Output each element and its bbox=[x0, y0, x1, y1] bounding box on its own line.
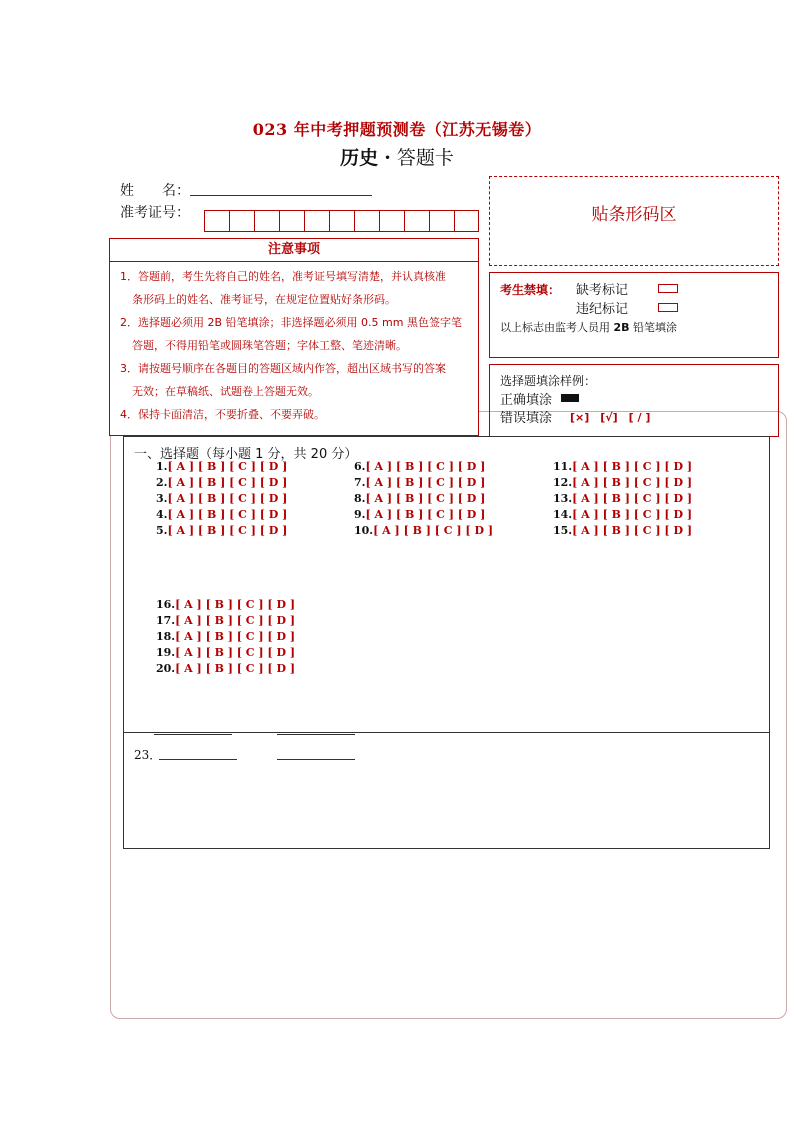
violation-label: 违纪标记 bbox=[576, 302, 629, 317]
question-row[interactable]: 19.[ A ] [ B ] [ C ] [ D ] bbox=[156, 646, 296, 659]
barcode-area bbox=[489, 176, 779, 266]
notice-line: 条形码上的姓名、准考证号，在规定位置贴好条形码。 bbox=[132, 293, 396, 306]
question-row[interactable]: 14.[ A ] [ B ] [ C ] [ D ] bbox=[553, 508, 693, 521]
proctor-marks-box bbox=[489, 272, 779, 358]
question-row[interactable]: 2.[ A ] [ B ] [ C ] [ D ] bbox=[156, 476, 288, 489]
barcode-label: 贴条形码区 bbox=[591, 204, 677, 225]
question-column-2 bbox=[354, 459, 493, 539]
ban-note-text: 铅笔填涂 bbox=[633, 321, 678, 334]
question-row[interactable]: 13.[ A ] [ B ] [ C ] [ D ] bbox=[553, 492, 693, 505]
notice-item bbox=[110, 357, 478, 403]
name-field[interactable] bbox=[190, 195, 372, 196]
notice-line: 无效；在草稿纸、试题卷上答题无效。 bbox=[132, 385, 319, 398]
id-digit-cell[interactable] bbox=[354, 210, 379, 232]
ban-label: 考生禁填： bbox=[500, 283, 561, 297]
question-row[interactable]: 9.[ A ] [ B ] [ C ] [ D ] bbox=[354, 508, 486, 521]
card-label: 答题卡 bbox=[396, 147, 454, 169]
id-digit-cell[interactable] bbox=[279, 210, 304, 232]
question-row[interactable]: 6.[ A ] [ B ] [ C ] [ D ] bbox=[354, 460, 486, 473]
name-label: 姓 名： bbox=[120, 183, 190, 199]
notice-item bbox=[110, 311, 478, 357]
ban-note-pencil: 2B bbox=[613, 321, 630, 334]
correct-fill-label: 正确填涂 bbox=[500, 393, 553, 408]
question-row[interactable]: 3.[ A ] [ B ] [ C ] [ D ] bbox=[156, 492, 288, 505]
question-row[interactable]: 12.[ A ] [ B ] [ C ] [ D ] bbox=[553, 476, 693, 489]
id-digit-cell[interactable] bbox=[304, 210, 329, 232]
notice-line: 答题，不得用铅笔或圆珠笔答题；字体工整、笔迹清晰。 bbox=[132, 339, 407, 352]
notice-box bbox=[109, 238, 479, 436]
wrong-fill-marks: [×] [√] [ / ] bbox=[570, 411, 651, 424]
exam-subtitle bbox=[0, 143, 794, 170]
answer-line[interactable] bbox=[154, 734, 232, 735]
id-digit-cell[interactable] bbox=[429, 210, 454, 232]
multiple-choice-section bbox=[123, 436, 770, 733]
question-column-4 bbox=[156, 597, 295, 677]
question-row[interactable]: 10.[ A ] [ B ] [ C ] [ D ] bbox=[354, 524, 494, 537]
question-row[interactable]: 11.[ A ] [ B ] [ C ] [ D ] bbox=[553, 460, 693, 473]
notice-title: 注意事项 bbox=[110, 239, 478, 262]
ban-note-text: 以上标志由监考人员用 bbox=[500, 321, 610, 334]
fill-in-section bbox=[123, 733, 770, 849]
question-row[interactable]: 7.[ A ] [ B ] [ C ] [ D ] bbox=[354, 476, 486, 489]
question-row[interactable]: 17.[ A ] [ B ] [ C ] [ D ] bbox=[156, 614, 296, 627]
question-column-3 bbox=[553, 459, 692, 539]
id-digit-cell[interactable] bbox=[254, 210, 279, 232]
question-row[interactable]: 5.[ A ] [ B ] [ C ] [ D ] bbox=[156, 524, 288, 537]
notice-line: 1．答题前，考生先将自己的姓名，准考证号填写清楚，并认真核准 bbox=[120, 270, 446, 283]
notice-line: 4．保持卡面清洁，不要折叠、不要弄破。 bbox=[120, 408, 325, 421]
notice-item bbox=[110, 265, 478, 311]
absent-label: 缺考标记 bbox=[576, 283, 629, 298]
fill-sample-box bbox=[489, 364, 779, 437]
title-dot: · bbox=[384, 147, 391, 169]
answer-line[interactable] bbox=[277, 734, 355, 735]
id-digit-cell[interactable] bbox=[404, 210, 429, 232]
id-digit-cell[interactable] bbox=[229, 210, 254, 232]
id-digit-cell[interactable] bbox=[329, 210, 354, 232]
question-row[interactable]: 15.[ A ] [ B ] [ C ] [ D ] bbox=[553, 524, 693, 537]
answer-line[interactable] bbox=[277, 759, 355, 760]
question-row[interactable]: 8.[ A ] [ B ] [ C ] [ D ] bbox=[354, 492, 486, 505]
wrong-fill-label: 错误填涂 bbox=[500, 411, 553, 426]
question-row[interactable]: 4.[ A ] [ B ] [ C ] [ D ] bbox=[156, 508, 288, 521]
id-label: 准考证号： bbox=[120, 205, 190, 221]
sample-title: 选择题填涂样例： bbox=[500, 374, 597, 388]
subject-label: 历史 bbox=[340, 147, 379, 169]
notice-line: 3．请按题号顺序在各题目的答题区域内作答，超出区域书写的答案 bbox=[120, 362, 446, 375]
question-23-label: 23． bbox=[134, 748, 162, 762]
question-row[interactable]: 20.[ A ] [ B ] [ C ] [ D ] bbox=[156, 662, 296, 675]
notice-line: 2．选择题必须用 2B 铅笔填涂；非选择题必须用 0.5 mm 黑色签字笔 bbox=[120, 316, 462, 329]
section1-heading: 一、选择题（每小题 1 分，共 20 分） bbox=[134, 447, 358, 462]
ban-note bbox=[500, 319, 677, 335]
question-column-1 bbox=[156, 459, 287, 539]
absent-mark-box[interactable] bbox=[658, 284, 678, 293]
id-number-boxes[interactable] bbox=[204, 210, 479, 232]
correct-fill-mark bbox=[561, 394, 579, 402]
exam-title: 023 年中考押题预测卷（江苏无锡卷） bbox=[252, 120, 542, 139]
id-digit-cell[interactable] bbox=[379, 210, 404, 232]
id-digit-cell[interactable] bbox=[454, 210, 479, 232]
id-digit-cell[interactable] bbox=[204, 210, 229, 232]
notice-item bbox=[110, 403, 478, 426]
question-row[interactable]: 1.[ A ] [ B ] [ C ] [ D ] bbox=[156, 460, 288, 473]
answer-line[interactable] bbox=[159, 759, 237, 760]
question-row[interactable]: 18.[ A ] [ B ] [ C ] [ D ] bbox=[156, 630, 296, 643]
violation-mark-box[interactable] bbox=[658, 303, 678, 312]
question-row[interactable]: 16.[ A ] [ B ] [ C ] [ D ] bbox=[156, 598, 296, 611]
